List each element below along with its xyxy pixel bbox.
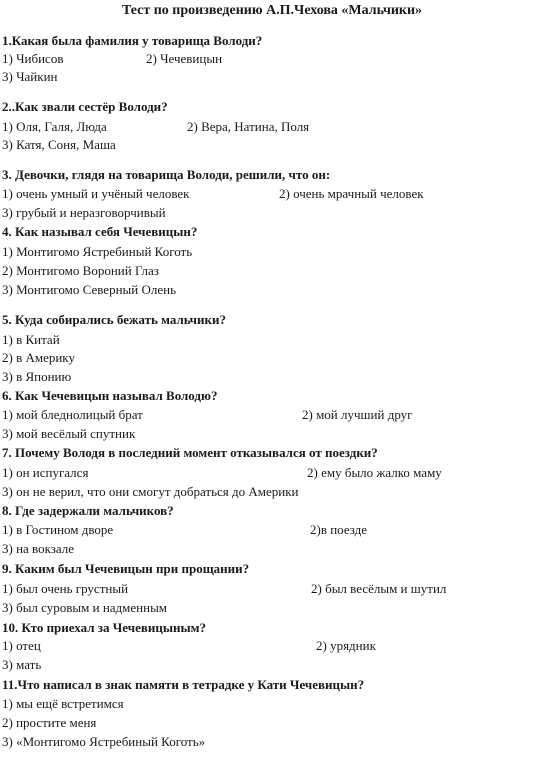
answer-3-2: 2) очень мрачный человек <box>279 186 424 201</box>
answer-7-1: 1) он испугался <box>2 465 89 480</box>
answer-11-1: 1) мы ещё встретимся <box>2 696 124 711</box>
answer-4-2: 2) Монтигомо Вороний Глаз <box>2 263 159 278</box>
answer-1-1: 1) Чибисов <box>2 51 64 66</box>
answer-2-3: 3) Катя, Соня, Маша <box>2 137 116 152</box>
answer-11-3: 3) «Монтигомо Ястребиный Коготь» <box>2 734 206 749</box>
answer-10-2: 2) урядник <box>316 638 376 653</box>
answer-3-1: 1) очень умный и учёный человек <box>2 186 190 201</box>
answer-10-3: 3) мать <box>2 657 42 672</box>
answer-7-2: 2) ему было жалко маму <box>307 465 442 480</box>
question-11: 11.Что написал в знак памяти в тетрадке у Кати Чечевицын? <box>2 677 365 692</box>
answer-1-2: 2) Чечевицын <box>146 51 223 66</box>
answer-8-1: 1) в Гостином дворе <box>2 522 114 537</box>
answer-6-3: 3) мой весёлый спутник <box>2 426 136 441</box>
answer-11-2: 2) простите меня <box>2 715 97 730</box>
answer-6-1: 1) мой бледнолицый брат <box>2 407 143 422</box>
answer-2-2: 2) Вера, Натина, Поля <box>187 119 310 134</box>
question-7: 7. Почему Володя в последний момент отказывался от поездки? <box>2 445 378 460</box>
answer-4-1: 1) Монтигомо Ястребиный Коготь <box>2 244 193 259</box>
answer-7-3: 3) он не верил, что они смогут добраться до Америки <box>2 484 299 499</box>
question-9: 9. Каким был Чечевицын при прощании? <box>2 561 250 576</box>
question-5: 5. Куда собирались бежать мальчики? <box>2 312 226 327</box>
answer-5-3: 3) в Японию <box>2 369 72 384</box>
answer-2-1: 1) Оля, Галя, Люда <box>2 119 107 134</box>
question-6: 6. Как Чечевицын называл Володю? <box>2 388 218 403</box>
document-title: Тест по произведению А.П.Чехова «Мальчики» <box>121 3 423 18</box>
answer-5-1: 1) в Китай <box>2 332 60 347</box>
question-2: 2..Как звали сестёр Володи? <box>2 99 168 114</box>
answer-3-3: 3) грубый и неразговорчивый <box>2 205 166 220</box>
answer-9-2: 2) был весёлым и шутил <box>311 581 447 596</box>
answer-9-3: 3) был суровым и надменным <box>2 600 168 615</box>
question-10: 10. Кто приехал за Чечевицыным? <box>2 620 206 635</box>
answer-6-2: 2) мой лучший друг <box>302 407 413 422</box>
answer-4-3: 3) Монтигомо Северный Олень <box>2 282 177 297</box>
answer-9-1: 1) был очень грустный <box>2 581 129 596</box>
answer-5-2: 2) в Америку <box>2 350 75 365</box>
answer-8-3: 3) на вокзале <box>2 541 75 556</box>
question-4: 4. Как называл себя Чечевицын? <box>2 224 198 239</box>
question-1: 1.Какая была фамилия у товарища Володи? <box>2 33 263 48</box>
question-8: 8. Где задержали мальчиков? <box>2 503 174 518</box>
question-3: 3. Девочки, глядя на товарища Володи, решили, что он: <box>2 167 331 182</box>
answer-8-2: 2)в поезде <box>310 522 368 537</box>
answer-1-3: 3) Чайкин <box>2 69 58 84</box>
answer-10-1: 1) отец <box>2 638 41 653</box>
